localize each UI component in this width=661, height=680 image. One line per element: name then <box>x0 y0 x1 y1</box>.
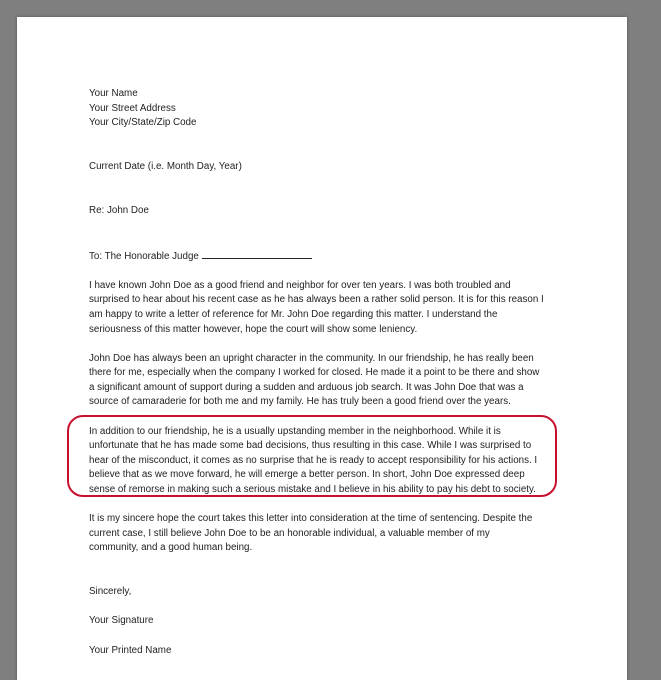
paragraph-line: unfortunate that he has made some bad decisions, thus resulting in this case. While I was surprised to <box>89 440 532 452</box>
paragraph-line: John Doe has always been an upright character in the community. In our friendship, he has really been <box>89 352 534 364</box>
paragraph-line: believe that as we move forward, he will emerge a better person. In short, John Doe expressed deep <box>89 469 525 481</box>
judge-name-blank <box>202 248 312 259</box>
paragraph-line: seriousness of this matter however, hope the court will show some leniency. <box>89 323 418 335</box>
document-page <box>17 17 627 680</box>
paragraph-line: a significant amount of support during a sudden and arduous job search. It was John Doe that was a <box>89 381 524 393</box>
paragraph-line: hear of the misconduct, it comes as no surprise that he is ready to accept responsibility for his actions. I <box>89 454 538 466</box>
paragraph-2 <box>89 352 569 410</box>
paragraph-line: community, and a good human being. <box>89 542 253 554</box>
paragraph-line: sense of remorse in making such a serious mistake and I believe in his ability to pay his debt to society. <box>89 484 536 496</box>
paragraph-line: am happy to write a letter of reference for Mr. John Doe regarding this matter. I understand the <box>89 308 498 320</box>
letter-body <box>89 87 569 658</box>
sender-city-state-zip: Your City/State/Zip Code <box>89 117 197 129</box>
paragraph-line: current case, I still believe John Doe to be an honorable individual, a valuable member of my <box>89 527 490 539</box>
paragraph-line: source of camaraderie for both me and my family. He has truly been a good friend over the years. <box>89 396 511 408</box>
closing: Sincerely, <box>89 586 132 598</box>
signature: Your Signature <box>89 615 154 627</box>
paragraph-line: there for me, especially when the company I worked for closed. He made it a point to be there and show <box>89 367 540 379</box>
paragraph-line: I have known John Doe as a good friend and neighbor for over ten years. I was both troubled and <box>89 279 511 291</box>
paragraph-line: surprised to hear about his recent case as he has always been a rather solid person. It is for this reason I <box>89 294 544 306</box>
paragraph-line: It is my sincere hope the court takes this letter into consideration at the time of sentencing. Despite the <box>89 513 533 525</box>
paragraph-1 <box>89 279 569 337</box>
paragraph-4 <box>89 512 569 556</box>
sender-street: Your Street Address <box>89 102 176 114</box>
letter-date: Current Date (i.e. Month Day, Year) <box>89 160 242 172</box>
printed-name: Your Printed Name <box>89 644 172 656</box>
to-line <box>89 248 569 265</box>
to-text: To: The Honorable Judge <box>89 250 199 262</box>
paragraph-line: In addition to our friendship, he is a usually upstanding member in the neighborhood. While it is <box>89 425 501 437</box>
highlight-outline <box>67 415 557 497</box>
re-line: Re: John Doe <box>89 204 149 216</box>
sender-name: Your Name <box>89 88 138 99</box>
